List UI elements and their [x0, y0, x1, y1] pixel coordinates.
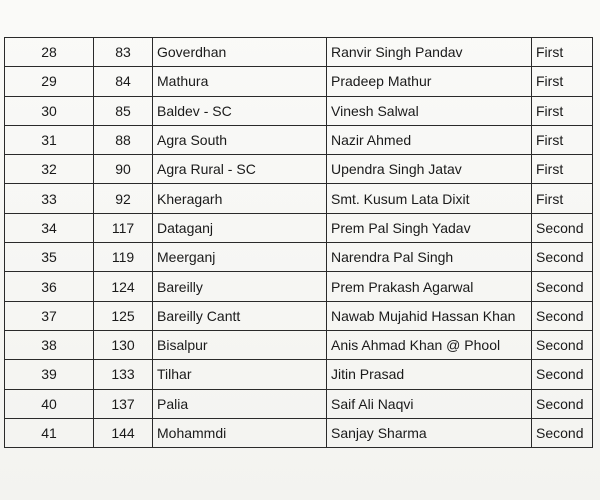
candidate-name-cell: Prem Pal Singh Yadav	[327, 213, 532, 242]
phase-cell: Second	[532, 301, 593, 330]
constituency-name-cell: Agra Rural - SC	[153, 155, 327, 184]
serial-number-cell: 34	[5, 213, 94, 242]
candidate-name-cell: Nawab Mujahid Hassan Khan	[327, 301, 532, 330]
table-row	[5, 67, 593, 96]
serial-number-cell: 30	[5, 96, 94, 125]
candidate-table	[4, 37, 593, 448]
phase-cell: Second	[532, 360, 593, 389]
serial-number-cell: 36	[5, 272, 94, 301]
candidate-name-cell: Prem Prakash Agarwal	[327, 272, 532, 301]
constituency-number-cell: 85	[94, 96, 153, 125]
candidate-name-cell: Anis Ahmad Khan @ Phool	[327, 330, 532, 359]
constituency-number-cell: 125	[94, 301, 153, 330]
candidate-name-cell: Nazir Ahmed	[327, 125, 532, 154]
constituency-number-cell: 133	[94, 360, 153, 389]
constituency-number-cell: 130	[94, 330, 153, 359]
phase-cell: First	[532, 184, 593, 213]
candidate-name-cell: Vinesh Salwal	[327, 96, 532, 125]
constituency-name-cell: Kheragarh	[153, 184, 327, 213]
table-row	[5, 243, 593, 272]
table-row	[5, 301, 593, 330]
constituency-number-cell: 119	[94, 243, 153, 272]
phase-cell: Second	[532, 418, 593, 447]
constituency-number-cell: 117	[94, 213, 153, 242]
serial-number-cell: 37	[5, 301, 94, 330]
candidate-name-cell: Upendra Singh Jatav	[327, 155, 532, 184]
serial-number-cell: 28	[5, 38, 94, 67]
serial-number-cell: 41	[5, 418, 94, 447]
phase-cell: First	[532, 125, 593, 154]
table-row	[5, 389, 593, 418]
table-row	[5, 155, 593, 184]
constituency-name-cell: Baldev - SC	[153, 96, 327, 125]
constituency-name-cell: Agra South	[153, 125, 327, 154]
constituency-number-cell: 84	[94, 67, 153, 96]
constituency-number-cell: 88	[94, 125, 153, 154]
constituency-number-cell: 144	[94, 418, 153, 447]
serial-number-cell: 35	[5, 243, 94, 272]
serial-number-cell: 39	[5, 360, 94, 389]
phase-cell: First	[532, 67, 593, 96]
constituency-name-cell: Palia	[153, 389, 327, 418]
constituency-name-cell: Mathura	[153, 67, 327, 96]
constituency-number-cell: 124	[94, 272, 153, 301]
constituency-number-cell: 92	[94, 184, 153, 213]
candidate-name-cell: Smt. Kusum Lata Dixit	[327, 184, 532, 213]
candidate-name-cell: Ranvir Singh Pandav	[327, 38, 532, 67]
phase-cell: First	[532, 96, 593, 125]
constituency-number-cell: 137	[94, 389, 153, 418]
constituency-name-cell: Tilhar	[153, 360, 327, 389]
constituency-name-cell: Bareilly Cantt	[153, 301, 327, 330]
serial-number-cell: 31	[5, 125, 94, 154]
phase-cell: Second	[532, 330, 593, 359]
table-row	[5, 213, 593, 242]
phase-cell: Second	[532, 272, 593, 301]
serial-number-cell: 29	[5, 67, 94, 96]
phase-cell: First	[532, 155, 593, 184]
constituency-name-cell: Mohammdi	[153, 418, 327, 447]
constituency-name-cell: Dataganj	[153, 213, 327, 242]
phase-cell: Second	[532, 243, 593, 272]
phase-cell: Second	[532, 389, 593, 418]
table-row	[5, 330, 593, 359]
constituency-number-cell: 90	[94, 155, 153, 184]
constituency-number-cell: 83	[94, 38, 153, 67]
candidate-name-cell: Pradeep Mathur	[327, 67, 532, 96]
candidate-name-cell: Jitin Prasad	[327, 360, 532, 389]
serial-number-cell: 33	[5, 184, 94, 213]
candidate-name-cell: Sanjay Sharma	[327, 418, 532, 447]
constituency-name-cell: Bareilly	[153, 272, 327, 301]
serial-number-cell: 38	[5, 330, 94, 359]
table-row	[5, 360, 593, 389]
constituency-name-cell: Bisalpur	[153, 330, 327, 359]
candidate-name-cell: Saif Ali Naqvi	[327, 389, 532, 418]
serial-number-cell: 40	[5, 389, 94, 418]
table-row	[5, 418, 593, 447]
table-row	[5, 125, 593, 154]
table-row	[5, 38, 593, 67]
table-row	[5, 272, 593, 301]
phase-cell: First	[532, 38, 593, 67]
constituency-name-cell: Goverdhan	[153, 38, 327, 67]
serial-number-cell: 32	[5, 155, 94, 184]
candidate-name-cell: Narendra Pal Singh	[327, 243, 532, 272]
table-row	[5, 96, 593, 125]
table-row	[5, 184, 593, 213]
table-body	[5, 38, 593, 448]
phase-cell: Second	[532, 213, 593, 242]
constituency-name-cell: Meerganj	[153, 243, 327, 272]
